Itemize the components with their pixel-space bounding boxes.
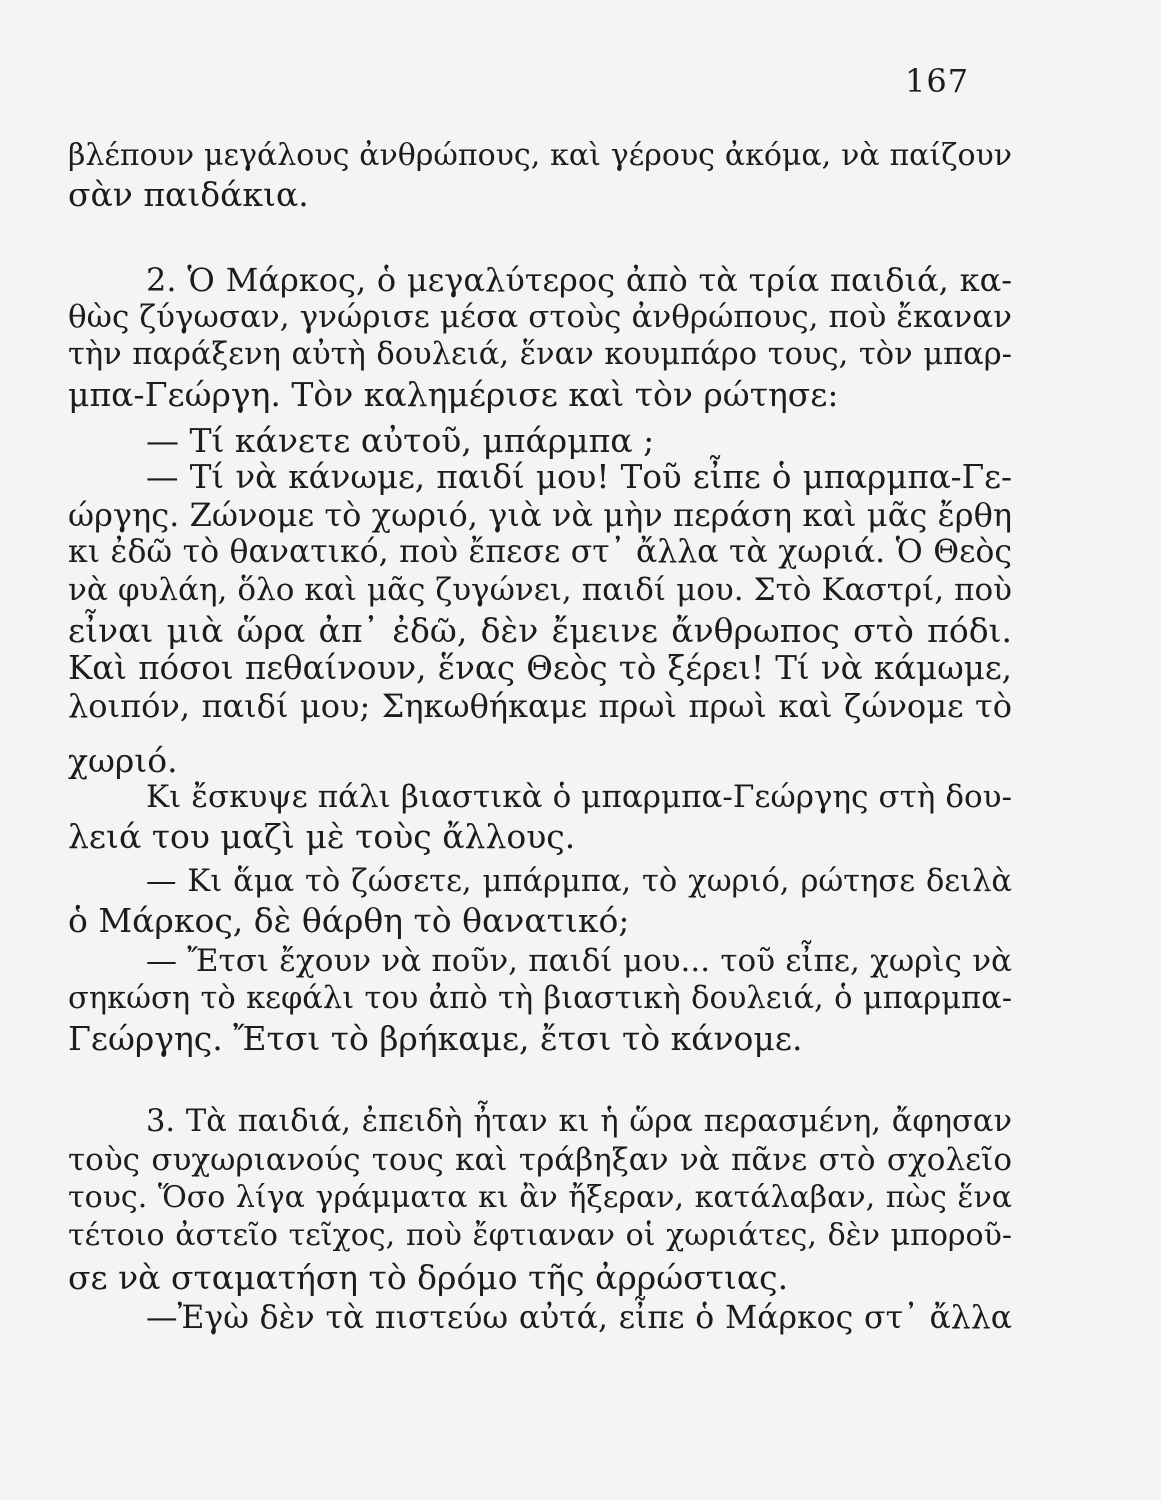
text-line: ὁ Μάρκος, δὲ θάρθη τὸ θανατικό; [68, 901, 630, 940]
text-line: σε νὰ σταματήση τὸ δρόμο τῆς ἀρρώστιας. [68, 1258, 789, 1297]
page-number: 167 [905, 62, 970, 100]
text-line: κι ἐδῶ τὸ θανατικό, ποὺ ἔπεσε στ᾽ ἄλλα τὰ χωριά. Ὁ Θεὸς [68, 534, 1012, 570]
text-line: — Τί κάνετε αὐτοῦ, μπάρμπα ; [146, 421, 655, 460]
text-line: λοιπόν, παιδί μου; Σηκωθήκαμε πρωὶ πρωὶ καὶ ζώνομε τὸ [68, 687, 1012, 725]
text-line: εἶναι μιὰ ὥρα ἀπ᾽ ἐδῶ, δὲν ἔμεινε ἄνθρωπος στὸ πόδι. [68, 611, 1012, 650]
text-line: 2. Ὁ Μάρκος, ὁ μεγαλύτερος ἀπὸ τὰ τρία παιδιά, κα- [146, 261, 1012, 299]
text-line: θὼς ζύγωσαν, γνώρισε μέσα στοὺς ἀνθρώπους, ποὺ ἔκαναν [68, 299, 1012, 335]
text-line: σηκώση τὸ κεφάλι του ἀπὸ τὴ βιαστικὴ δουλειά, ὁ μπαρμπα- [68, 981, 1012, 1016]
text-line: μπα-Γεώργη. Τὸν καλημέρισε καὶ τὸν ρώτησε: [68, 375, 839, 414]
text-line: τὴν παράξενη αὐτὴ δουλειά, ἕναν κουμπάρο τους, τὸν μπαρ- [68, 337, 1012, 372]
text-line: — Κι ἅμα τὸ ζώσετε, μπάρμπα, τὸ χωριό, ρώτησε δειλὰ [146, 864, 1012, 899]
text-line: χωριό. [68, 741, 178, 780]
text-line: σὰν παιδάκια. [68, 175, 309, 214]
text-line: νὰ φυλάη, ὅλο καὶ μᾶς ζυγώνει, παιδί μου. Στὸ Καστρί, ποὺ [68, 572, 1012, 608]
text-line: Καὶ πόσοι πεθαίνουν, ἕνας Θεὸς τὸ ξέρει! Τί νὰ κάμωμε, [68, 649, 1012, 687]
text-line: — Τί νὰ κάνωμε, παιδί μου! Τοῦ εἶπε ὁ μπαρμπα-Γε- [146, 458, 1012, 496]
text-line: τους. Ὅσο λίγα γράμματα κι ἂν ἤξεραν, κατάλαβαν, πὼς ἕνα [68, 1180, 1012, 1215]
text-line: βλέπουν μεγάλους ἀνθρώπους, καὶ γέρους ἀκόμα, νὰ παίζουν [68, 138, 1012, 173]
text-line: τέτοιο ἀστεῖο τεῖχος, ποὺ ἔφτιαναν οἱ χωριάτες, δὲν μποροῦ- [68, 1218, 1012, 1253]
text-line: τοὺς συχωριανούς τους καὶ τράβηξαν νὰ πᾶνε στὸ σχολεῖο [68, 1142, 1012, 1178]
text-line: Κι ἔσκυψε πάλι βιαστικὰ ὁ μπαρμπα-Γεώργης στὴ δου- [146, 779, 1012, 815]
text-line: —Ἐγὼ δὲν τὰ πιστεύω αὐτά, εἶπε ὁ Μάρκος στ᾽ ἄλλα [146, 1300, 1012, 1336]
text-line: Γεώργης. Ἔτσι τὸ βρήκαμε, ἔτσι τὸ κάνομε. [68, 1019, 803, 1058]
text-line: 3. Τὰ παιδιά, ἐπειδὴ ἦταν κι ἡ ὥρα περασμένη, ἄφησαν [146, 1104, 1012, 1139]
text-line: ώργης. Ζώνομε τὸ χωριό, γιὰ νὰ μὴν περάση καὶ μᾶς ἔρθη [68, 496, 1012, 534]
text-line: λειά του μαζὶ μὲ τοὺς ἄλλους. [68, 817, 576, 856]
text-line: — Ἔτσι ἔχουν νὰ ποῦν, παιδί μου... τοῦ εἶπε, χωρὶς νὰ [146, 943, 1012, 979]
